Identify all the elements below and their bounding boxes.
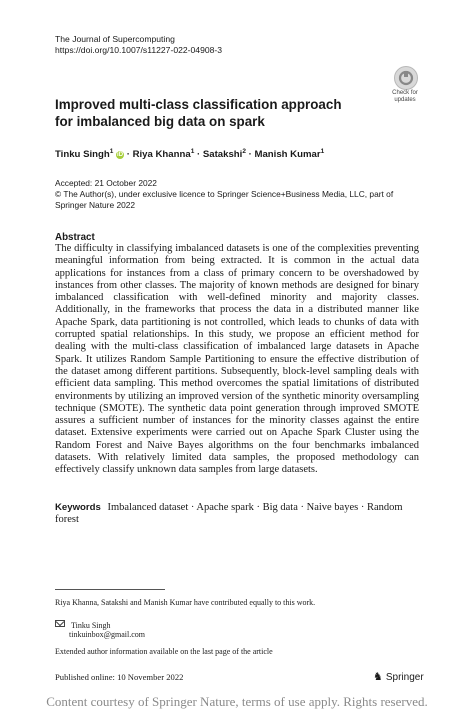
author-affiliation: 1 <box>190 148 195 155</box>
paper-title <box>55 96 385 130</box>
journal-name: The Journal of Supercomputing <box>55 34 175 44</box>
author-name[interactable]: Riya Khanna <box>132 149 191 160</box>
publisher-logo <box>373 670 424 683</box>
copyright-notice: © The Author(s), under exclusive licence to Springer Science+Business Media, LLC, part of Springer Nature 2022 <box>55 188 394 210</box>
orcid-icon[interactable]: iD <box>117 152 124 158</box>
author-name[interactable]: Tinku Singh <box>55 149 110 160</box>
author-separator: · <box>124 149 133 160</box>
check-label-1: Check for <box>392 90 418 96</box>
check-for-updates-badge[interactable] <box>388 66 422 103</box>
check-label-2: updates <box>394 96 416 103</box>
keywords-text: Imbalanced dataset · Apache spark · Big data · Naive bayes · Random forest <box>55 502 403 526</box>
title-line-2: for imbalanced big data on spark <box>55 114 265 129</box>
author-separator: · <box>245 149 255 160</box>
contact-email[interactable]: tinkuinbox@gmail.com <box>69 630 146 639</box>
footnote-divider <box>55 589 165 590</box>
author-affiliation: 1 <box>320 148 325 155</box>
courtesy-watermark: Content courtesy of Springer Nature, terms of use apply. Rights reserved. <box>46 694 428 709</box>
doi-link[interactable]: https://doi.org/10.1007/s11227-022-04908-3 <box>55 45 223 55</box>
abstract-heading: Abstract <box>55 232 95 243</box>
keywords <box>55 502 419 527</box>
keywords-label: Keywords <box>55 502 101 513</box>
author-affiliation: 2 <box>242 148 246 155</box>
check-for-updates-icon <box>394 66 418 90</box>
author-name[interactable]: Satakshi <box>202 149 243 160</box>
publisher-name: Springer <box>385 672 424 683</box>
envelope-icon <box>55 620 65 627</box>
extended-author-info: Extended author information available on the last page of the article <box>55 647 273 656</box>
author-list <box>55 148 324 160</box>
journal-header <box>55 34 222 56</box>
abstract-text: The difficulty in classifying imbalanced datasets is one of the complexities preventing meaningful information from being extracted. It is common in the actual data applications for instances from a class of primary concern to be overshadowed by instances from other classes. The majority of known methods are designed for binary imbalanced classification with well-defined minority and majority classes. Additionally, in the frameworks that process the data in a distributed manner like Apache Spark, data partitioning is not controlled, which leads to chunks of data with corrupted spatial relationships. In this study, we propose an efficient method for dealing with the multi-class classification of imbalanced large datasets in Apache Spark. It utilizes Random Sample Partitioning to ensure the effective distribution of the dataset among different partitions. Subsequently, block-level sampling deals with efficient data sampling. This method overcomes the spatial limitations of distributed environments by utilizing an improved version of the synthetic minority oversampling technique (SMOTE). The synthetic data point generation through improved SMOTE assures a sufficient number of instances for the minority classes against the entire dataset. Extensive experiments were carried out on Apache Spark Cluster using the Random Forest and Naive Bayes algorithms on the four benchmarks imbalanced datasets. With relatively limited data samples, the proposed methodology can effectively classify unknown data samples from large datasets. <box>55 243 419 476</box>
author-separator: · <box>194 149 203 160</box>
footnote-equal-contribution: Riya Khanna, Satakshi and Manish Kumar have contributed equally to this work. <box>55 598 316 607</box>
accepted-date: Accepted: 21 October 2022 <box>55 178 157 188</box>
author-affiliation: 1 <box>109 148 114 155</box>
title-line-1: Improved multi-class classification approach <box>55 97 342 112</box>
author-name[interactable]: Manish Kumar <box>254 149 321 160</box>
article-dates <box>55 178 425 210</box>
contact-name: Tinku Singh <box>71 621 111 630</box>
springer-horse-icon: ♞ <box>373 671 383 683</box>
published-date: Published online: 10 November 2022 <box>55 672 184 682</box>
